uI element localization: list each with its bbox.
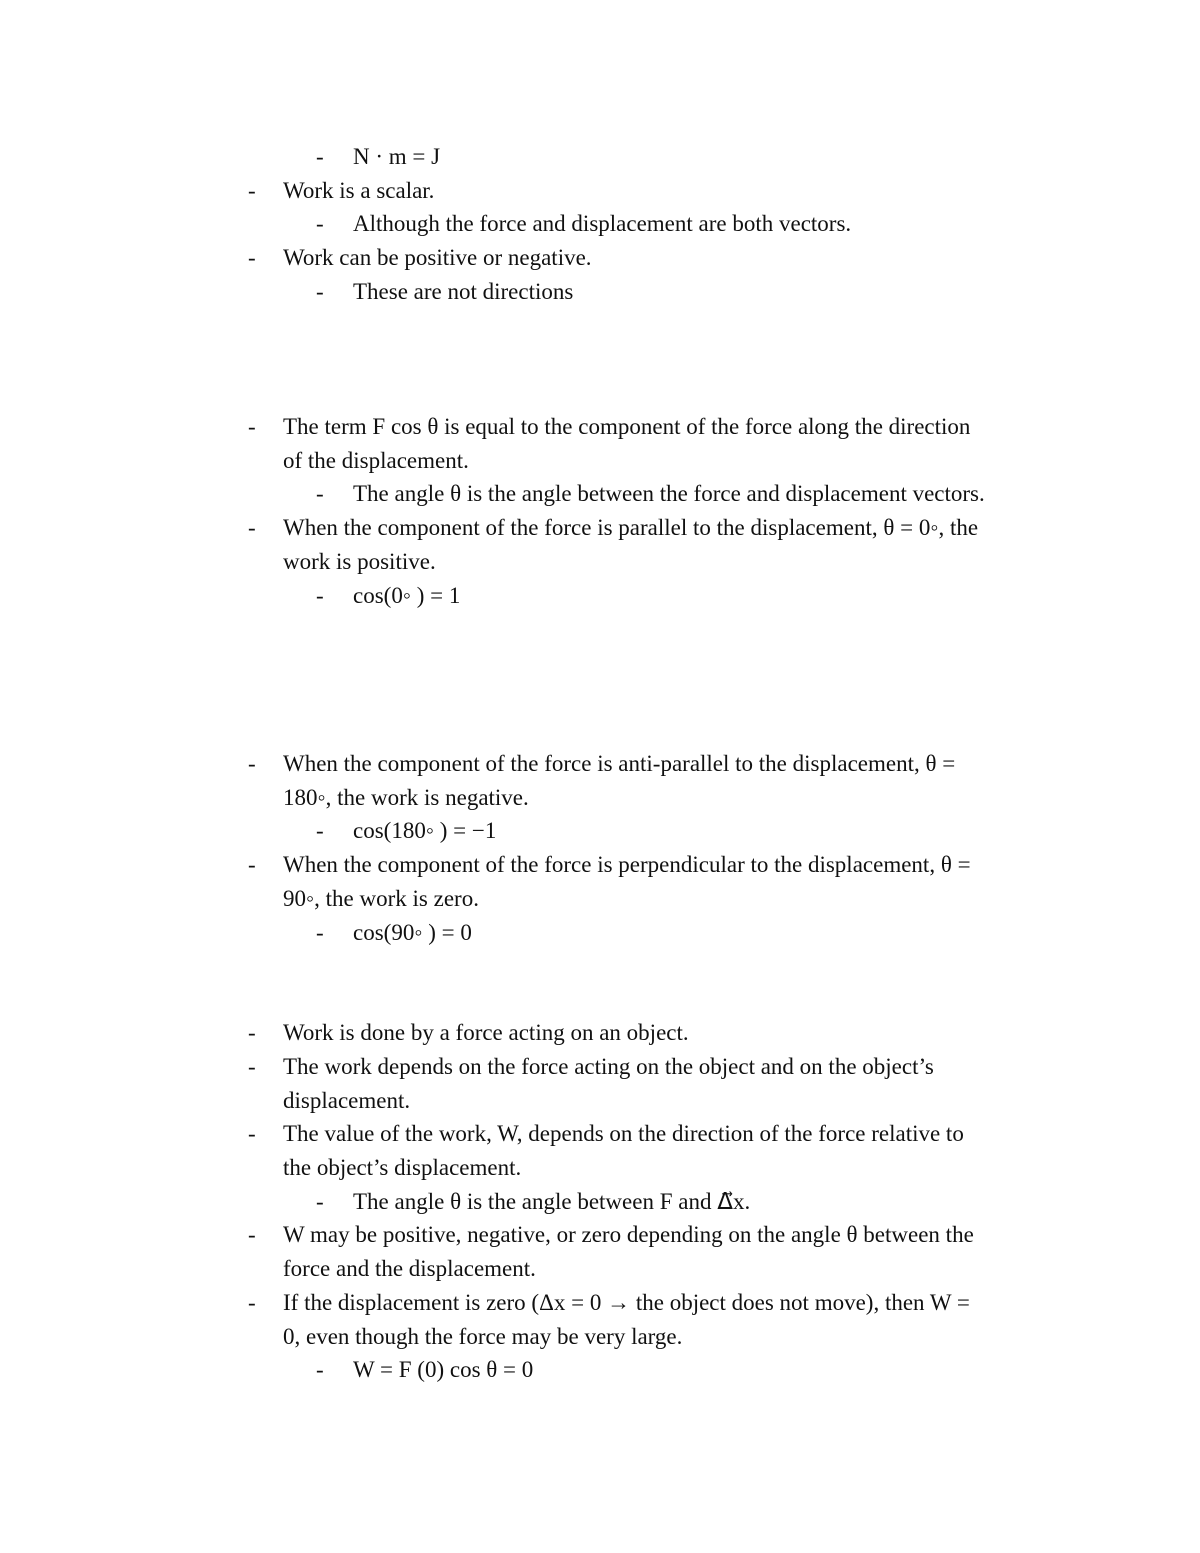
bullet-text (353, 579, 460, 613)
bullet-text (353, 916, 472, 950)
bullet-item (248, 241, 592, 275)
bullet-text-line: displacement. (283, 1088, 411, 1113)
bullet-text (353, 814, 496, 848)
bullet-text-line: 0, even though the force may be very large. (283, 1324, 683, 1349)
bullet-item (248, 174, 434, 208)
bullet-text-line: When the component of the force is perpendicular to the displacement, θ = (283, 852, 971, 877)
bullet-dash: - (316, 1357, 324, 1382)
bullet-item (248, 1016, 689, 1050)
bullet-text-line: When the component of the force is parallel to the displacement, θ = 0◦, the (283, 515, 979, 540)
bullet-dash: - (248, 515, 256, 540)
bullet-item (248, 1286, 970, 1354)
bullet-dash: - (248, 1290, 256, 1315)
bullet-text-line: Work is done by a force acting on an object. (283, 1020, 689, 1045)
bullet-text-line: the object’s displacement. (283, 1155, 522, 1180)
bullet-text (283, 410, 970, 478)
bullet-text-line: The angle θ is the angle between F and Δ⃗x. (353, 1189, 751, 1214)
bullet-text (283, 848, 971, 916)
sub-bullet-item (316, 477, 985, 511)
bullet-text-line: Work is a scalar. (283, 178, 435, 203)
bullet-dash: - (248, 1054, 256, 1079)
bullet-item (248, 1117, 964, 1185)
bullet-text (353, 1353, 533, 1387)
sub-bullet-item (316, 1353, 533, 1387)
bullet-dash: - (248, 852, 256, 877)
bullet-item (248, 1050, 934, 1118)
bullet-text-line: Although the force and displacement are both vectors. (353, 211, 852, 236)
sub-bullet-item (316, 579, 460, 613)
bullet-dash: - (248, 751, 256, 776)
bullet-item (248, 511, 978, 579)
sub-bullet-item (316, 275, 573, 309)
bullet-text (353, 207, 851, 241)
bullet-dash: - (248, 414, 256, 439)
bullet-text (283, 1286, 970, 1354)
bullet-text-line: W may be positive, negative, or zero depending on the angle θ between the (283, 1222, 974, 1247)
bullet-dash: - (248, 178, 256, 203)
bullet-text-line: W = F (0) cos θ = 0 (353, 1357, 534, 1382)
bullet-dash: - (316, 144, 324, 169)
bullet-text-line: 180◦, the work is negative. (283, 785, 529, 810)
bullet-item (248, 747, 955, 815)
bullet-text-line: The work depends on the force acting on the object and on the object’s (283, 1054, 934, 1079)
bullet-text-line: 90◦, the work is zero. (283, 886, 479, 911)
bullet-text-line: cos(180◦ ) = −1 (353, 818, 497, 843)
bullet-text-line: N · m = J (353, 144, 441, 169)
bullet-dash: - (248, 1020, 256, 1045)
bullet-text (353, 1185, 750, 1219)
sub-bullet-item (316, 140, 440, 174)
bullet-text-line: The angle θ is the angle between the force and displacement vectors. (353, 481, 985, 506)
bullet-text (283, 1050, 934, 1118)
bullet-dash: - (248, 245, 256, 270)
bullet-item (248, 1218, 974, 1286)
bullet-text (353, 275, 573, 309)
sub-bullet-item (316, 916, 472, 950)
bullet-text-line: When the component of the force is anti-parallel to the displacement, θ = (283, 751, 956, 776)
bullet-dash: - (316, 211, 324, 236)
sub-bullet-item (316, 814, 496, 848)
bullet-text (283, 1117, 964, 1185)
bullet-text-line: The value of the work, W, depends on the direction of the force relative to (283, 1121, 964, 1146)
bullet-text (283, 1016, 689, 1050)
bullet-text (283, 241, 592, 275)
sub-bullet-item (316, 207, 851, 241)
bullet-text-line: work is positive. (283, 549, 436, 574)
bullet-text-line: Work can be positive or negative. (283, 245, 592, 270)
bullet-item (248, 410, 970, 478)
bullet-text (283, 1218, 974, 1286)
bullet-dash: - (316, 1189, 324, 1214)
bullet-text-line: If the displacement is zero (Δx = 0 → the object does not move), then W = (283, 1290, 970, 1315)
bullet-item (248, 848, 971, 916)
bullet-dash: - (248, 1222, 256, 1247)
bullet-text (283, 511, 978, 579)
bullet-text-line: force and the displacement. (283, 1256, 536, 1281)
bullet-text (353, 477, 985, 511)
bullet-text (283, 747, 955, 815)
bullet-dash: - (248, 1121, 256, 1146)
bullet-text-line: of the displacement. (283, 448, 469, 473)
bullet-dash: - (316, 818, 324, 843)
bullet-text (283, 174, 434, 208)
bullet-dash: - (316, 481, 324, 506)
sub-bullet-item (316, 1185, 750, 1219)
bullet-text (353, 140, 440, 174)
bullet-dash: - (316, 583, 324, 608)
bullet-text-line: cos(0◦ ) = 1 (353, 583, 461, 608)
bullet-dash: - (316, 279, 324, 304)
bullet-text-line: The term F cos θ is equal to the component of the force along the direction (283, 414, 971, 439)
bullet-text-line: cos(90◦ ) = 0 (353, 920, 472, 945)
bullet-text-line: These are not directions (353, 279, 574, 304)
bullet-dash: - (316, 920, 324, 945)
